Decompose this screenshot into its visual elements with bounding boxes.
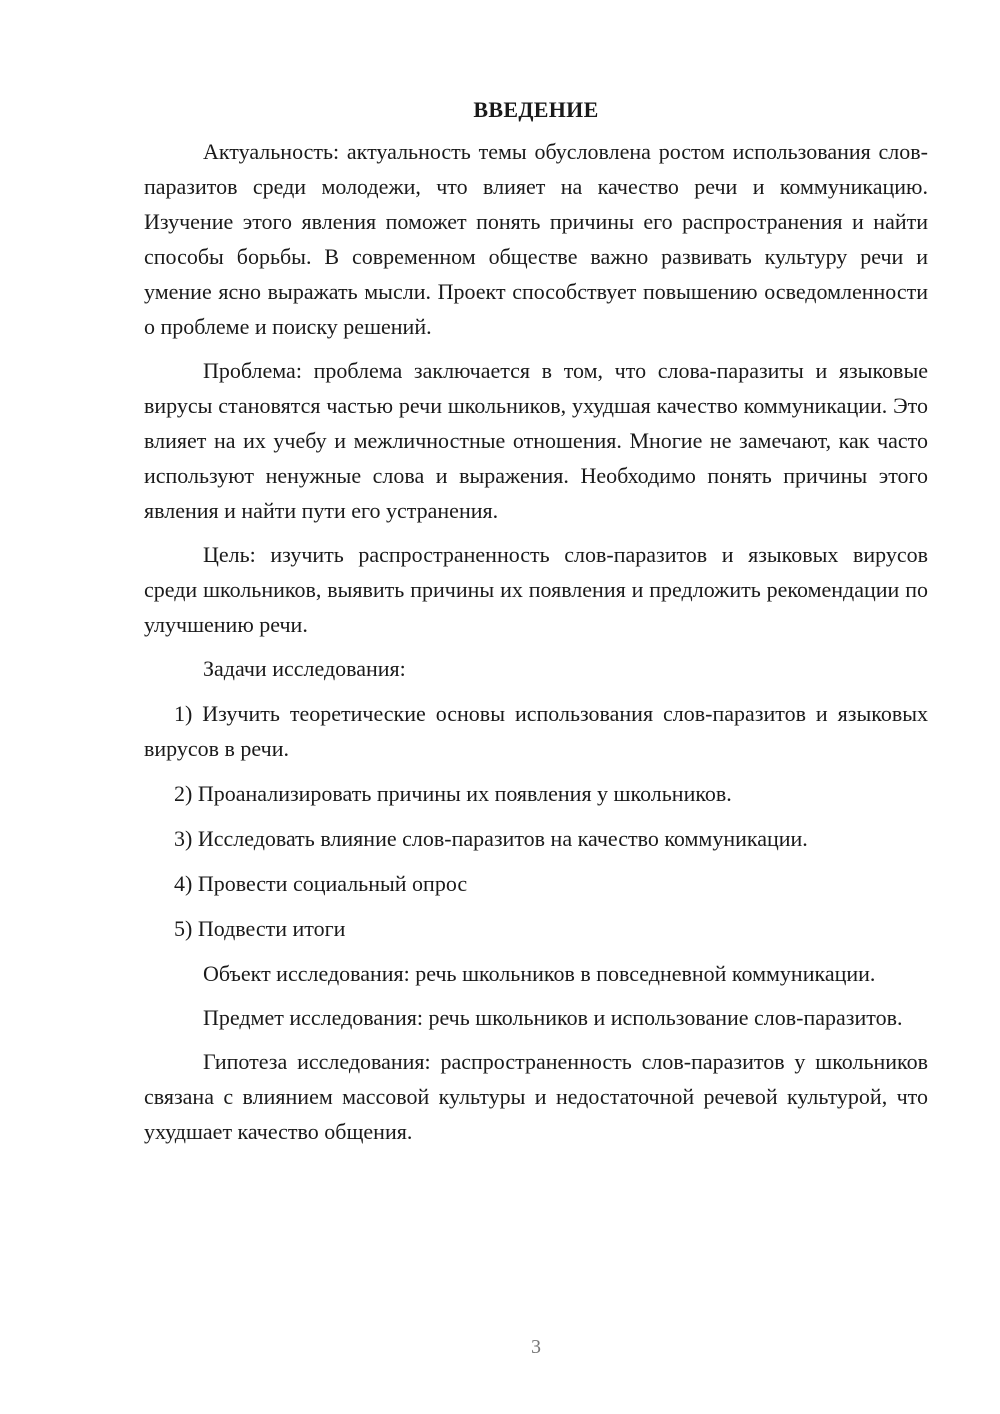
object-paragraph: Объект исследования: речь школьников в повседневной коммуникации. [203, 961, 876, 986]
task-item-3: 3) Исследовать влияние слов-паразитов на качество коммуникации. [174, 826, 808, 851]
task-item-1: 1) Изучить теоретические основы использования слов-паразитов и языковых вирусов в речи. [144, 701, 928, 761]
page-number: 3 [531, 1336, 541, 1358]
task-item-5: 5) Подвести итоги [174, 916, 346, 941]
tasks-heading: Задачи исследования: [203, 656, 406, 681]
document-page [144, 92, 928, 1158]
actuality-paragraph: Актуальность: актуальность темы обусловлена ростом использования слов-паразитов среди молодежи, что влияет на качество речи и коммуникацию. Изучение этого явления поможет понять причины его распространения и найти способы борьбы. В современном обществе важно развивать культуру речи и умение ясно выражать мысли. Проект способствует повышению осведомленности о проблеме и поиску решений. [144, 139, 928, 339]
task-item-2: 2) Проанализировать причины их появления у школьников. [174, 781, 732, 806]
section-title: ВВЕДЕНИЕ [473, 97, 599, 122]
problem-paragraph: Проблема: проблема заключается в том, что слова-паразиты и языковые вирусы становятся частью речи школьников, ухудшая качество коммуникации. Это влияет на их учебу и межличностные отношения. Многие не замечают, как часто используют ненужные слова и выражения. Необходимо понять причины этого явления и найти пути его устранения. [144, 358, 928, 523]
goal-paragraph: Цель: изучить распространенность слов-паразитов и языковых вирусов среди школьников, выявить причины их появления и предложить рекомендации по улучшению речи. [144, 542, 928, 637]
hypothesis-paragraph: Гипотеза исследования: распространенность слов-паразитов у школьников связана с влиянием массовой культуры и недостаточной речевой культурой, что ухудшает качество общения. [144, 1049, 928, 1144]
subject-paragraph: Предмет исследования: речь школьников и использование слов-паразитов. [203, 1005, 903, 1030]
task-item-4: 4) Провести социальный опрос [174, 871, 468, 896]
